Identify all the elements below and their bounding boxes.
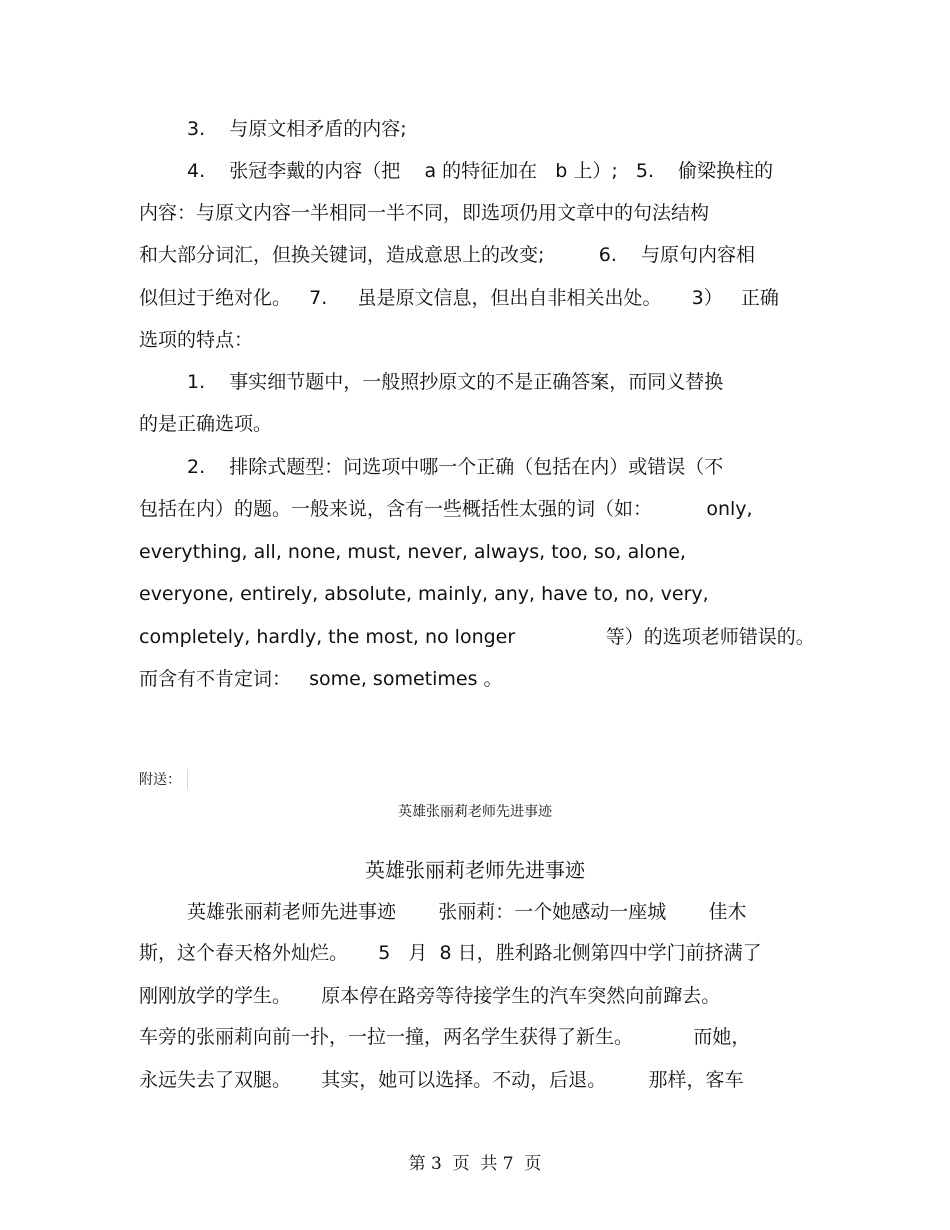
body-line-4: 和大部分词汇，但换关键词，造成意思上的改变; 6. 与原句内容相	[139, 244, 756, 266]
body-line-8: 的是正确选项。	[139, 413, 273, 435]
small-heading: 英雄张丽莉老师先进事迹	[398, 804, 552, 820]
body-line-3: 内容：与原文内容一半相同一半不同，即选项仍用文章中的句法结构	[139, 202, 710, 224]
body-line-6: 选项的特点：	[139, 329, 254, 351]
appendix-label: 附送：	[139, 772, 181, 788]
page-footer: 第 3 页 共 7 页	[408, 1154, 542, 1174]
body-line-9: 2. 排除式题型：问选项中哪一个正确（包括在内）或错误（不	[187, 456, 724, 478]
article-title: 英雄张丽莉老师先进事迹	[365, 858, 585, 882]
article-line-1: 英雄张丽莉老师先进事迹 张丽莉：一个她感动一座城 佳木	[187, 901, 747, 923]
article-line-2: 斯，这个春天格外灿烂。 5 月 8 日，胜利路北侧第四中学门前挤满了	[139, 942, 762, 964]
body-line-13: completely, hardly, the most, no longer 等）的选项老师错误的。	[139, 626, 815, 648]
body-line-2: 4. 张冠李戴的内容（把 a 的特征加在 b 上）; 5. 偷梁换柱的	[187, 160, 774, 182]
cursor-divider	[187, 769, 188, 789]
body-line-12: everyone, entirely, absolute, mainly, any, have to, no, very,	[139, 583, 709, 605]
article-line-5: 永远失去了双腿。 其实，她可以选择。不动，后退。 那样，客车	[139, 1069, 744, 1091]
body-line-14: 而含有不肯定词： some, sometimes 。	[139, 668, 503, 690]
body-line-5: 似但过于绝对化。 7. 虽是原文信息，但出自非相关出处。 3） 正确	[139, 287, 779, 309]
article-line-3: 刚刚放学的学生。 原本停在路旁等待接学生的汽车突然向前蹿去。	[139, 985, 721, 1007]
body-line-1: 3. 与原文相矛盾的内容;	[187, 118, 407, 140]
article-line-4: 车旁的张丽莉向前一扑，一拉一撞，两名学生获得了新生。 而她，	[139, 1026, 751, 1048]
body-line-10: 包括在内）的题。一般来说，含有一些概括性太强的词（如： only,	[139, 498, 753, 520]
body-line-11: everything, all, none, must, never, always, too, so, alone,	[139, 541, 686, 563]
body-line-7: 1. 事实细节题中，一般照抄原文的不是正确答案，而同义替换	[187, 371, 724, 393]
